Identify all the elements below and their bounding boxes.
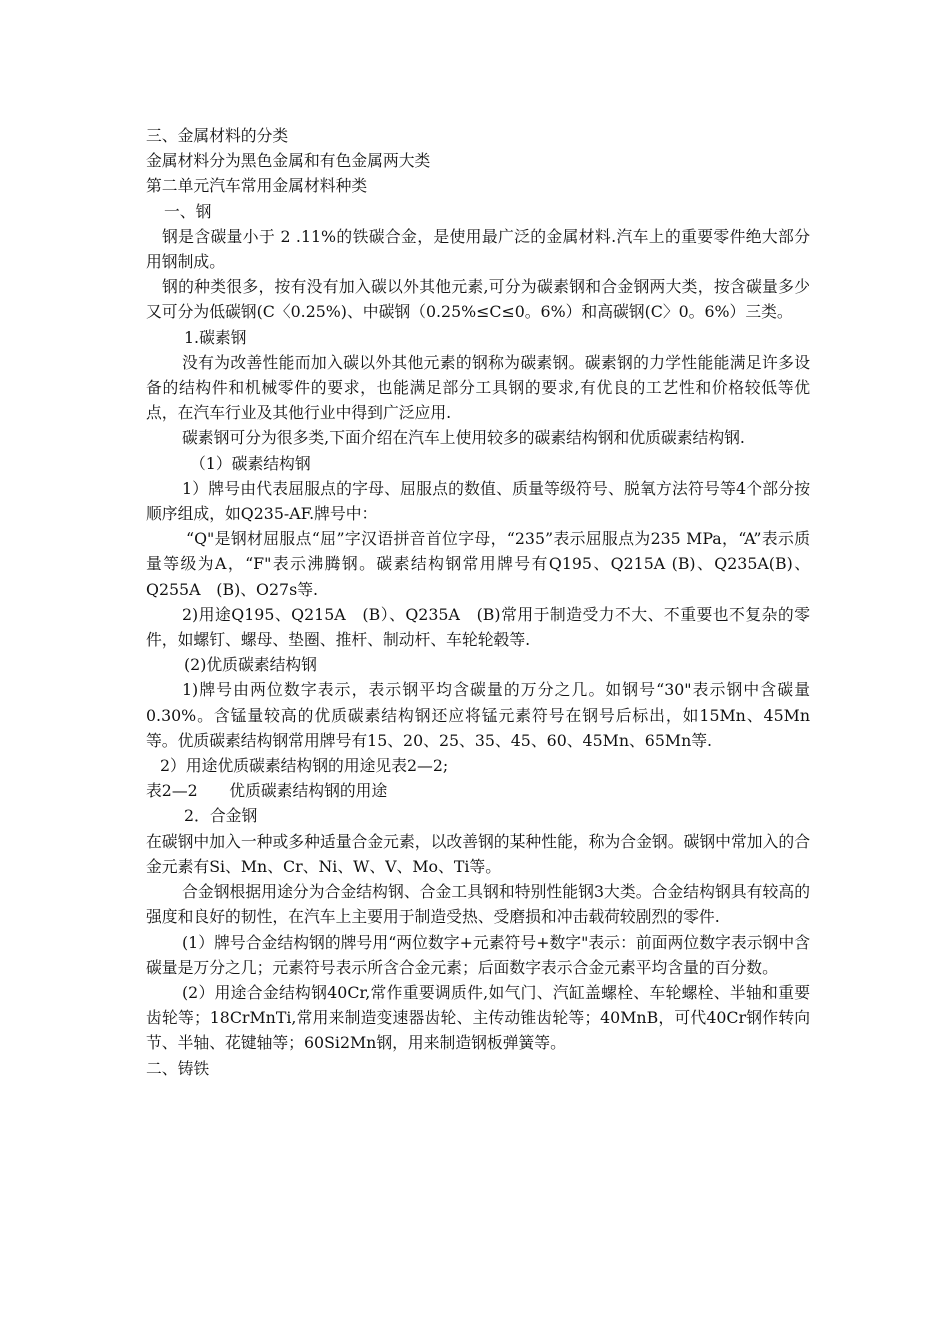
heading-cast-iron: 二、铸铁: [146, 1058, 210, 1078]
paragraph-alloy-grade: (1）牌号合金结构钢的牌号用“两位数字+元素符号+数字"表示：前面两位数字表示钢中含碳量是万分之几；元素符号表示所含合金元素；后面数字表示合金元素平均含量的百分数。: [146, 932, 810, 977]
paragraph-steel-definition: 钢是含碳量小于 2 .11%的铁碳合金，是使用最广泛的金属材料.汽车上的重要零件绝大部分用钢制成。: [146, 226, 810, 272]
paragraph-carbon-structural-uses: 2)用途Q195、Q215A (B）、Q235A (B)常用于制造受力不大、不重要也不复杂的零件，如螺钉、螺母、垫圈、推杆、制动杆、车轮轮毂等.: [146, 604, 810, 650]
paragraph-alloy-definition: 在碳钢中加入一种或多种适量合金元素，以改善钢的某种性能，称为合金钢。碳钢中常加入的合金元素有Si、Mn、Cr、Ni、W、V、Mo、Ti等。: [146, 831, 810, 876]
heading-quality-carbon-steel: (2)优质碳素结构钢: [184, 655, 317, 675]
paragraph-quality-uses: 2）用途优质碳素结构钢的用途见表2—2;: [160, 756, 449, 776]
heading-steel: 一、钢: [164, 201, 212, 221]
table-caption: 表2—2 优质碳素结构钢的用途: [146, 781, 388, 801]
paragraph-carbon-steel-definition: 没有为改善性能而加入碳以外其他元素的钢称为碳素钢。碳素钢的力学性能能满足许多设备的结构件和机械零件的要求，也能满足部分工具钢的要求,有优良的工艺性和价格较低等优点，在汽车行业及其他行业中得到广泛应用.: [146, 352, 810, 423]
paragraph-quality-grade: 1)牌号由两位数字表示，表示钢平均含碳量的万分之几。如钢号“30"表示钢中含碳量0.30%。含锰量较高的优质碳素结构钢还应将锰元素符号在钢号后标出，如15Mn、45Mn等。优质碳素结构钢常用牌号有15、20、25、35、45、60、45Mn、65Mn等.: [146, 680, 810, 750]
heading-alloy-steel: 2．合金钢: [184, 806, 258, 826]
paragraph-carbon-steel-categories: 碳素钢可分为很多类,下面介绍在汽车上使用较多的碳素结构钢和优质碳素结构钢.: [182, 428, 745, 448]
heading-metal-classification: 三、金属材料的分类: [146, 126, 289, 145]
paragraph-metal-types: 金属材料分为黑色金属和有色金属两大类: [146, 151, 431, 171]
paragraph-steel-types: 钢的种类很多，按有没有加入碳以外其他元素,可分为碳素钢和合金钢两大类，按含碳量多少又可分为低碳钢(C〈0.25%)、中碳钢（0.25%≤C≤0。6%）和高碳钢(C〉0。6%）三类。: [146, 277, 810, 322]
heading-unit-two: 第二单元汽车常用金属材料种类: [146, 176, 368, 196]
paragraph-grade-composition: 1）牌号由代表屈服点的字母、屈服点的数值、质量等级符号、脱氧方法符号等4个部分按顺序组成，如Q235-AF.牌号中：: [146, 478, 810, 524]
paragraph-grade-explanation: “Q"是钢材屈服点“屈”字汉语拼音首位字母，“235”表示屈服点为235 MPa，“A”表示质量等级为A，“F"表示沸腾钢。碳素结构钢常用牌号有Q195、Q215A (B)、Q235A(B)、Q255A (B)、O27s等.: [146, 529, 810, 599]
paragraph-alloy-uses: (2）用途合金结构钢40Cr,常作重要调质件,如气门、汽缸盖螺栓、车轮螺栓、半轴和重要齿轮等；18CrMnTi,常用来制造变速器齿轮、主传动锥齿轮等；40MnB，可代40Cr钢作转向节、半轴、花键轴等；60Si2Mn钢，用来制造钢板弹簧等。: [146, 982, 810, 1053]
heading-carbon-steel: 1.碳素钢: [184, 327, 247, 347]
document-body: [146, 123, 810, 1081]
paragraph-alloy-categories: 合金钢根据用途分为合金结构钢、合金工具钢和特别性能钢3大类。合金结构钢具有较高的强度和良好的韧性，在汽车上主要用于制造受热、受磨损和冲击载荷较剧烈的零件.: [146, 882, 810, 927]
heading-carbon-structural-steel: （1）碳素结构钢: [190, 453, 311, 473]
